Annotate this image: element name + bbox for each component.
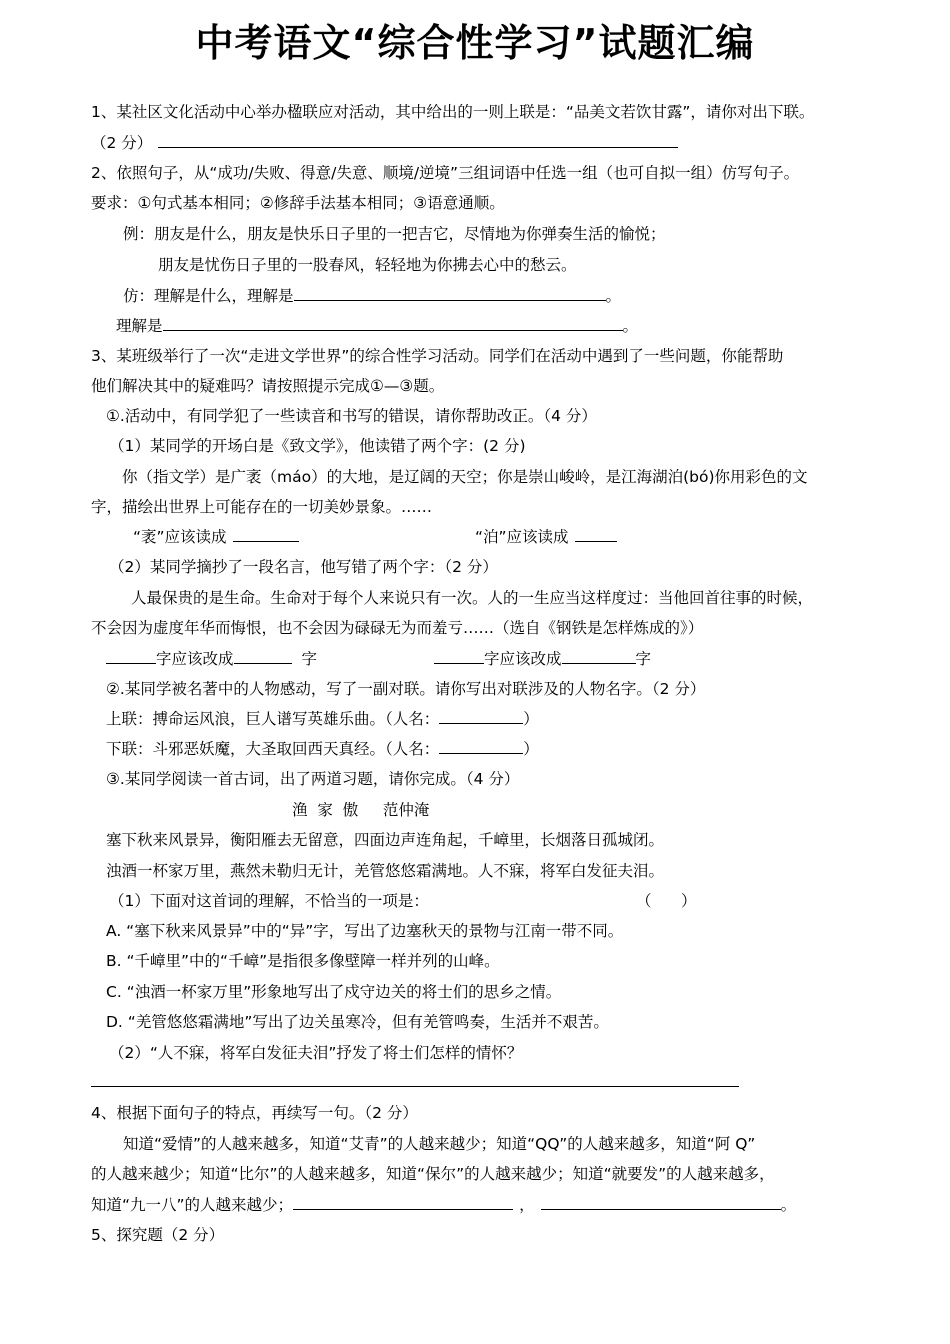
q3-part2-lower [106, 737, 539, 759]
q3-fix1-label: 字应该改成 [156, 650, 234, 668]
q3-part1-answer2-label: “泊”应该读成 [475, 528, 569, 546]
option-a: A. “塞下秋来风景异”中的“异”字，写出了边塞秋天的景物与江南一带不同。 [106, 922, 624, 940]
q5-head: 5、探究题（2 分） [91, 1226, 225, 1244]
q1-text: 1、某社区文化活动中心举办楹联应对活动，其中给出的一则上联是：“品美文若饮甘露”，请你对出下联。 [91, 103, 815, 121]
q3-part1-sub1-text1: 你（指文学）是广袤（máo）的大地，是辽阔的天空；你是崇山峻岭，是江海湖泊(bó)你用彩色的文 [122, 468, 808, 486]
q2-imitate1-label: 仿：理解是什么，理解是 [123, 287, 294, 305]
q4-blank2[interactable] [541, 1194, 781, 1211]
q3-part1-sub1: （1）某同学的开场白是《致文学》，他读错了两个字：(2 分) [109, 437, 526, 455]
q3-part1-sub2-text2: 不会因为虚度年华而悔恨，也不会因为碌碌无为而羞亏……（选自《钢铁是怎样炼成的》） [91, 619, 704, 637]
q2-line2: 要求：①句式基本相同；②修辞手法基本相同；③语意通顺。 [91, 194, 505, 212]
q2-imitate2-label: 理解是 [116, 317, 163, 335]
q4-text3 [91, 1193, 796, 1215]
poem-line1: 塞下秋来风景异，衡阳雁去无留意，四面边声连角起，千嶂里，长烟落日孤城闭。 [106, 831, 665, 849]
q2-imitate2-period: 。 [622, 317, 639, 335]
q1-score [91, 131, 678, 153]
q3-part3-head: ③.某同学阅读一首古词，出了两道习题，请你完成。（4 分） [106, 770, 520, 788]
q3-part2-upper-text: 上联：搏命运风浪，巨人谱写英雄乐曲。（人名： [106, 710, 440, 728]
q4-text2: 的人越来越少；知道“比尔”的人越来越多，知道“保尔”的人越来越少；知道“就要发”的人越来越多， [91, 1165, 775, 1183]
q3-fix2-suffix: 字 [635, 650, 652, 668]
q3-part3-sub1: （1）下面对这首词的理解，不恰当的一项是： [109, 892, 429, 910]
q4-text1: 知道“爱情”的人越来越多，知道“艾青”的人越来越少；知道“QQ”的人越来越多，知道“阿 Q” [123, 1135, 756, 1153]
q2-example2: 朋友是忧伤日子里的一股春风，轻轻地为你拂去心中的愁云。 [158, 256, 577, 274]
q3-part1-sub2: （2）某同学摘抄了一段名言，他写错了两个字：（2 分） [109, 558, 498, 576]
q3-bo-blank[interactable] [575, 526, 617, 543]
q3-part1-sub2-text1: 人最保贵的是生命。生命对于每个人来说只有一次。人的一生应当这样度过：当他回首往事的时候， [131, 589, 814, 607]
option-d: D. “羌管悠悠霜满地”写出了边关虽寒冷，但有羌管鸣奏，生活并不艰苦。 [106, 1013, 609, 1031]
q3-part1-sub1-text2: 字，描绘出世界上可能存在的一切美妙景象。…… [91, 498, 433, 516]
q2-imitate2-blank[interactable] [163, 315, 623, 332]
q3-part1-fix1 [106, 647, 317, 669]
q3-part3-sub2: （2）“人不寐，将军白发征夫泪”抒发了将士们怎样的情怀？ [109, 1044, 523, 1062]
q3-answer-line[interactable] [91, 1086, 739, 1087]
q4-comma: ， [519, 1196, 535, 1214]
q2-imitate2 [116, 314, 638, 336]
q3-correct-char2-blank[interactable] [562, 648, 636, 665]
q3-part1-head: ①.活动中，有同学犯了一些读音和书写的错误，请你帮助改正。（4 分） [106, 407, 597, 425]
poem-line2: 浊酒一杯家万里，燕然未勒归无计，羌管悠悠霜满地。人不寐，将军白发征夫泪。 [106, 862, 665, 880]
q4-text3-label: 知道“九一八”的人越来越少； [91, 1196, 294, 1214]
option-c: C. “浊酒一杯家万里”形象地写出了戍守边关的将士们的思乡之情。 [106, 983, 562, 1001]
q3-part2-upper [106, 707, 539, 729]
q3-wrong-char1-blank[interactable] [106, 648, 156, 665]
q3-intro2: 他们解决其中的疑难吗？请按照提示完成①—③题。 [91, 377, 445, 395]
q3-upper-name-blank[interactable] [439, 708, 523, 725]
poem-title: 渔 家 傲 范仲淹 [292, 801, 430, 819]
q4-blank1[interactable] [293, 1194, 513, 1211]
q1-answer-blank[interactable] [158, 132, 678, 149]
q3-correct-char1-blank[interactable] [234, 648, 292, 665]
q3-part2-lower-close: ） [523, 740, 539, 758]
q3-part1-fix2 [434, 647, 651, 669]
q3-part1-answer2 [475, 525, 617, 547]
q3-lower-name-blank[interactable] [439, 738, 523, 755]
q3-fix2-label: 字应该改成 [484, 650, 562, 668]
q4-head: 4、根据下面句子的特点，再续写一句。（2 分） [91, 1104, 418, 1122]
q3-part2-lower-text: 下联：斗邪恶妖魔，大圣取回西天真经。（人名： [106, 740, 440, 758]
q3-part2-head: ②.某同学被名著中的人物感动，写了一副对联。请你写出对联涉及的人物名字。（2 分） [106, 680, 706, 698]
q3-part1-answer1-label: “袤”应该读成 [133, 528, 227, 546]
q3-part2-upper-close: ） [523, 710, 539, 728]
option-b: B. “千嶂里”中的“千嶂”是指很多像壁障一样并列的山峰。 [106, 952, 500, 970]
q2-imitate1-period: 。 [605, 287, 622, 305]
q3-intro1: 3、某班级举行了一次“走进文学世界”的综合性学习活动。同学们在活动中遇到了一些问题，你能帮助 [91, 347, 784, 365]
q3-fix1-suffix: 字 [301, 650, 318, 668]
q1-score-label: （2 分） [91, 134, 153, 152]
q3-part1-answer1 [133, 525, 299, 547]
page-title: 中考语文“综合性学习”试题汇编 [195, 21, 755, 65]
q2-line1: 2、依照句子，从“成功/失败、得意/失意、顺境/逆境”三组词语中任选一组（也可自拟一组）仿写句子。 [91, 164, 800, 182]
q3-wrong-char2-blank[interactable] [434, 648, 484, 665]
q2-imitate1 [123, 284, 621, 306]
q3-choice-answer-paren[interactable]: （ ） [636, 892, 697, 910]
q2-example1: 例：朋友是什么，朋友是快乐日子里的一把吉它，尽情地为你弹奏生活的愉悦； [123, 225, 666, 243]
q4-period: 。 [780, 1196, 797, 1214]
q2-imitate1-blank[interactable] [294, 285, 606, 302]
q3-mao-blank[interactable] [233, 526, 299, 543]
